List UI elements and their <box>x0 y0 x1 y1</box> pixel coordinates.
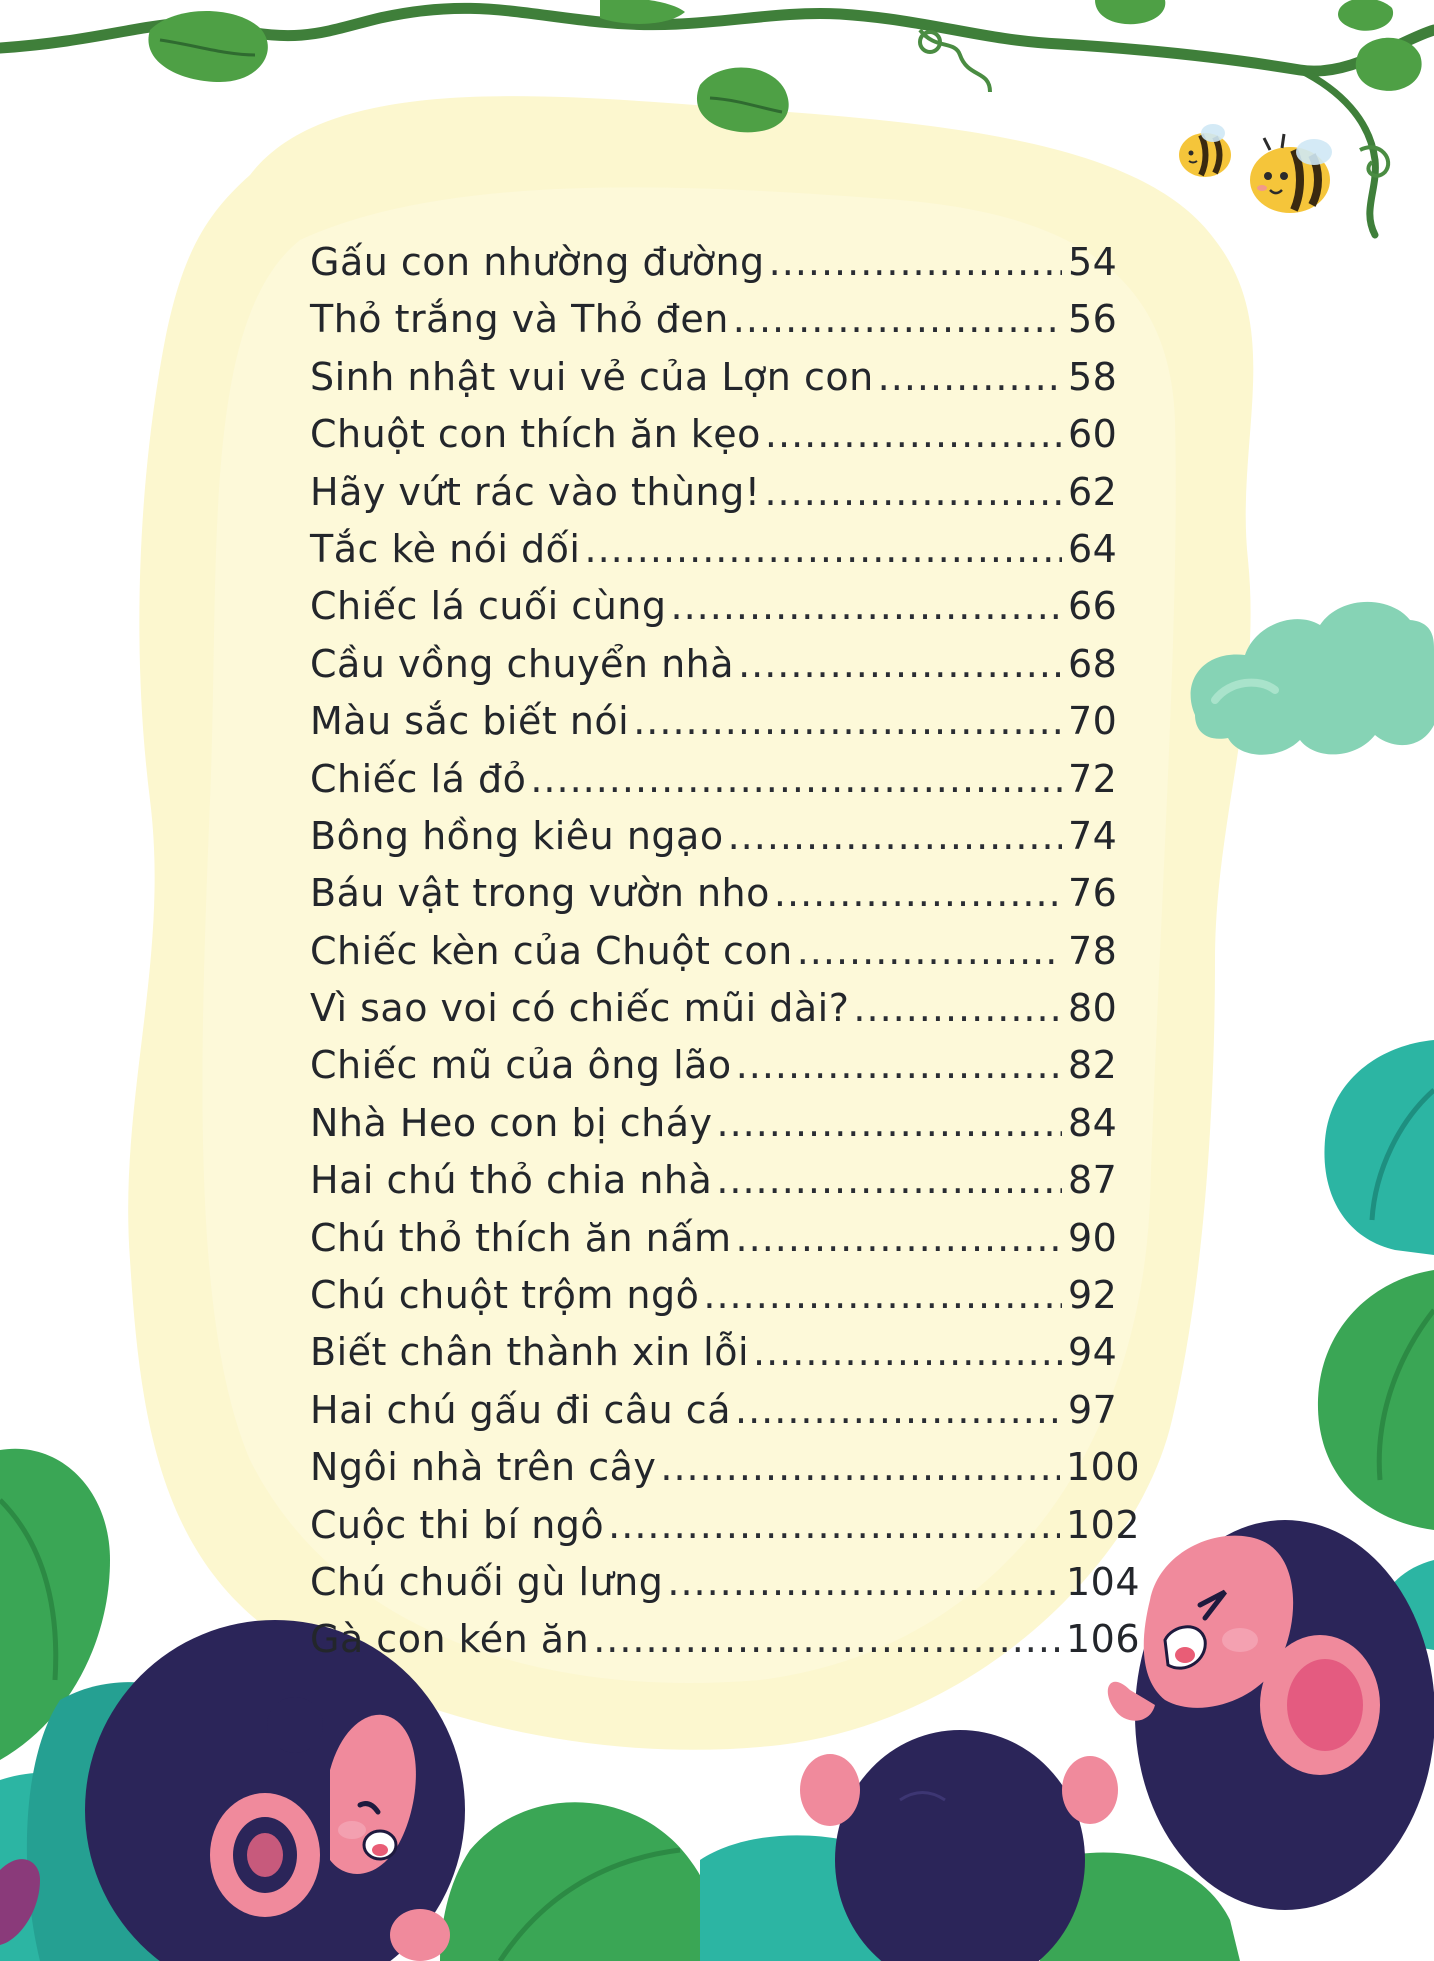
toc-entry-title: Báu vật trong vườn nho <box>310 871 770 916</box>
toc-entry-title: Hai chú gấu đi câu cá <box>310 1387 731 1432</box>
leaf-icon <box>1356 38 1422 91</box>
toc-dot-leader <box>853 980 1062 1037</box>
toc-entry-title: Ngôi nhà trên cây <box>310 1445 657 1490</box>
toc-entry <box>310 1611 1140 1668</box>
toc-entry <box>310 865 1140 922</box>
leaf-icon <box>1095 0 1165 24</box>
toc-entry-page: 84 <box>1068 1100 1118 1145</box>
toc-entry <box>310 923 1140 980</box>
toc-entry <box>310 234 1140 291</box>
toc-entry <box>310 1037 1140 1094</box>
monkey-right-front-illustration <box>1108 1520 1434 1910</box>
toc-entry-page: 70 <box>1068 699 1118 744</box>
toc-dot-leader <box>735 1382 1062 1439</box>
toc-entry-page: 97 <box>1068 1387 1118 1432</box>
toc-entry-page: 82 <box>1068 1043 1118 1088</box>
toc-dot-leader <box>753 1324 1062 1381</box>
toc-entry <box>310 406 1140 463</box>
toc-dot-leader <box>728 808 1062 865</box>
toc-entry <box>310 464 1140 521</box>
bee-icon <box>1179 124 1231 177</box>
toc-entry <box>310 1439 1140 1496</box>
toc-dot-leader <box>774 865 1062 922</box>
toc-entry-page: 106 <box>1065 1617 1140 1662</box>
toc-entry-title: Chú thỏ thích ăn nấm <box>310 1215 732 1260</box>
toc-entry-page: 102 <box>1065 1502 1140 1547</box>
toc-dot-leader <box>667 1554 1060 1611</box>
toc-entry-title: Chú chuối gù lưng <box>310 1559 664 1604</box>
toc-entry-title: Chiếc lá đỏ <box>310 756 527 801</box>
toc-dot-leader <box>584 521 1062 578</box>
toc-dot-leader <box>878 349 1062 406</box>
toc-entry <box>310 349 1140 406</box>
toc-entry-title: Gấu con nhường đường <box>310 240 765 284</box>
toc-entry <box>310 1267 1140 1324</box>
toc-entry-page: 64 <box>1068 526 1118 571</box>
table-of-contents <box>310 234 1140 1669</box>
toc-entry-page: 90 <box>1068 1215 1118 1260</box>
toc-dot-leader <box>733 291 1062 348</box>
toc-entry-title: Cuộc thi bí ngô <box>310 1502 605 1547</box>
toc-entry-page: 68 <box>1068 641 1118 686</box>
toc-entry-page: 62 <box>1068 469 1118 514</box>
toc-entry-title: Chiếc mũ của ông lão <box>310 1043 732 1088</box>
toc-entry-page: 87 <box>1068 1158 1118 1203</box>
toc-entry <box>310 636 1140 693</box>
toc-entry-title: Sinh nhật vui vẻ của Lợn con <box>310 354 874 399</box>
toc-entry <box>310 1382 1140 1439</box>
toc-entry <box>310 521 1140 578</box>
toc-dot-leader <box>797 923 1062 980</box>
toc-entry <box>310 1497 1140 1554</box>
toc-entry-title: Gà con kén ăn <box>310 1617 590 1662</box>
toc-entry-page: 80 <box>1068 986 1118 1031</box>
toc-entry-page: 66 <box>1068 584 1118 629</box>
toc-dot-leader <box>703 1267 1062 1324</box>
toc-dot-leader <box>716 1095 1062 1152</box>
toc-entry-title: Chiếc lá cuối cùng <box>310 584 667 629</box>
toc-entry <box>310 693 1140 750</box>
toc-entry-page: 100 <box>1065 1445 1140 1490</box>
toc-entry-title: Biết chân thành xin lỗi <box>310 1330 749 1375</box>
toc-dot-leader <box>764 464 1062 521</box>
toc-entry-page: 78 <box>1068 928 1118 973</box>
toc-dot-leader <box>769 234 1062 291</box>
toc-entry-page: 74 <box>1068 813 1118 858</box>
toc-entry-title: Thỏ trắng và Thỏ đen <box>310 297 729 342</box>
toc-entry-title: Chú chuột trộm ngô <box>310 1273 700 1318</box>
toc-entry-title: Hai chú thỏ chia nhà <box>310 1158 713 1203</box>
toc-dot-leader <box>765 406 1062 463</box>
toc-entry-title: Màu sắc biết nói <box>310 699 630 744</box>
toc-dot-leader <box>736 1210 1062 1267</box>
leaf-icon <box>1338 0 1393 31</box>
toc-entry-page: 60 <box>1068 412 1118 457</box>
toc-entry <box>310 578 1140 635</box>
toc-dot-leader <box>738 636 1062 693</box>
toc-dot-leader <box>660 1439 1060 1496</box>
toc-entry-page: 72 <box>1068 756 1118 801</box>
toc-dot-leader <box>608 1497 1060 1554</box>
toc-dot-leader <box>671 578 1063 635</box>
toc-entry-page: 104 <box>1065 1559 1140 1604</box>
toc-entry <box>310 1210 1140 1267</box>
toc-entry <box>310 808 1140 865</box>
toc-dot-leader <box>530 751 1062 808</box>
toc-entry-page: 56 <box>1068 297 1118 342</box>
toc-entry <box>310 1324 1140 1381</box>
toc-entry <box>310 1554 1140 1611</box>
toc-dot-leader <box>736 1037 1062 1094</box>
leaf-icon <box>148 11 267 82</box>
toc-entry-page: 92 <box>1068 1273 1118 1318</box>
toc-entry <box>310 980 1140 1037</box>
toc-entry <box>310 1095 1140 1152</box>
bee-icon <box>1250 134 1332 213</box>
toc-entry-title: Cầu vồng chuyển nhà <box>310 641 735 686</box>
toc-dot-leader <box>633 693 1062 750</box>
toc-entry-page: 94 <box>1068 1330 1118 1375</box>
toc-entry-title: Vì sao voi có chiếc mũi dài? <box>310 986 850 1031</box>
toc-entry-page: 76 <box>1068 871 1118 916</box>
toc-entry <box>310 751 1140 808</box>
toc-dot-leader <box>716 1152 1062 1209</box>
toc-entry-title: Bông hồng kiêu ngạo <box>310 813 724 858</box>
toc-entry <box>310 291 1140 348</box>
toc-entry <box>310 1152 1140 1209</box>
toc-entry-page: 58 <box>1068 354 1118 399</box>
toc-entry-page: 54 <box>1068 240 1118 284</box>
toc-entry-title: Chuột con thích ăn kẹo <box>310 412 761 457</box>
toc-entry-title: Tắc kè nói dối <box>310 526 581 571</box>
toc-entry-title: Chiếc kèn của Chuột con <box>310 928 793 973</box>
toc-dot-leader <box>593 1611 1060 1668</box>
toc-entry-title: Nhà Heo con bị cháy <box>310 1100 713 1145</box>
toc-entry-title: Hãy vứt rác vào thùng! <box>310 469 761 514</box>
